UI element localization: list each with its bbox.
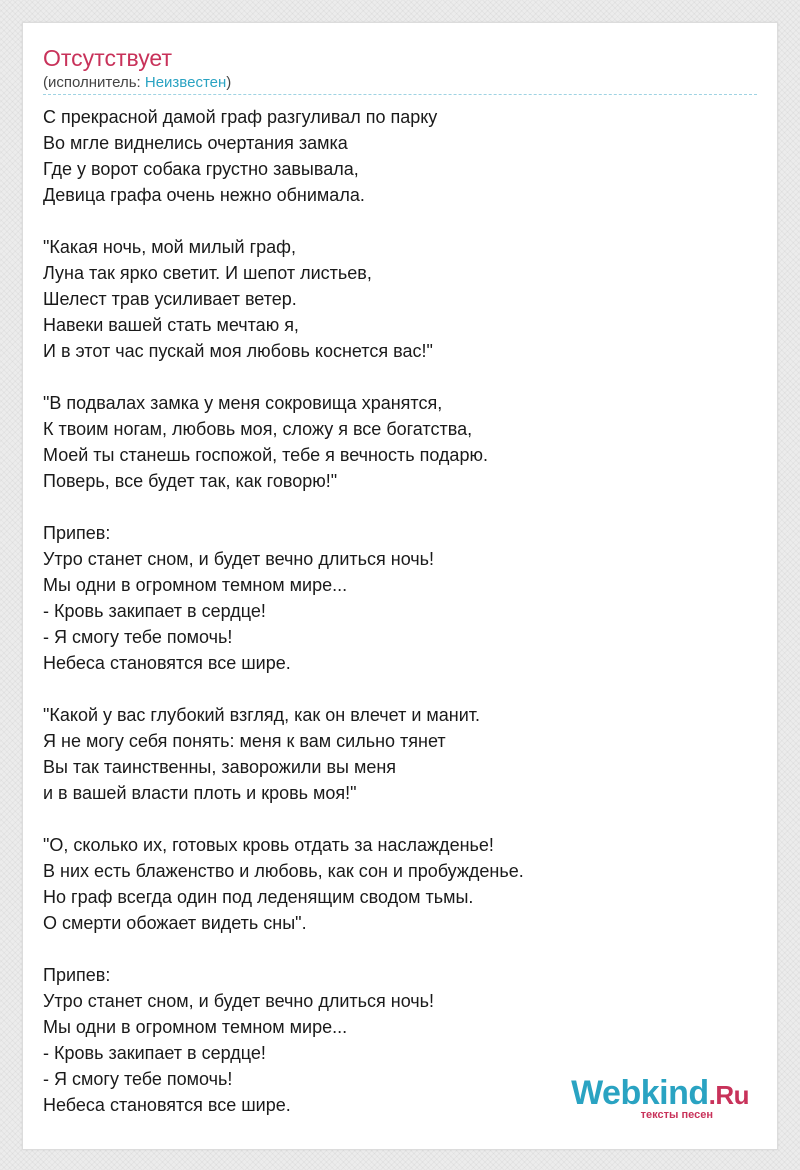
lyric-line: В них есть блаженство и любовь, как сон и пробужденье. xyxy=(43,861,524,881)
lyric-line: Шелест трав усиливает ветер. xyxy=(43,289,297,309)
lyric-line: Но граф всегда один под леденящим сводом тьмы. xyxy=(43,887,474,907)
lyric-line: Мы одни в огромном темном мире... xyxy=(43,1017,348,1037)
brand-tld: .Ru xyxy=(708,1080,749,1110)
artist-suffix: ) xyxy=(226,74,232,91)
lyric-line: - Я смогу тебе помочь! xyxy=(43,1069,233,1089)
lyric-line: Утро станет сном, и будет вечно длиться ночь! xyxy=(43,991,435,1011)
lyric-line: Припев: xyxy=(43,523,111,543)
lyric-line: С прекрасной дамой граф разгуливал по парку xyxy=(43,107,438,127)
lyric-line: Я не могу себя понять: меня к вам сильно тянет xyxy=(43,731,446,751)
lyric-line: и в вашей власти плоть и кровь моя!" xyxy=(43,783,357,803)
stanza xyxy=(43,832,759,936)
lyric-line: Мы одни в огромном темном мире... xyxy=(43,575,348,595)
song-title: Отсутствует xyxy=(43,45,172,71)
lyric-line: "В подвалах замка у меня сокровища хранятся, xyxy=(43,393,443,413)
stanza xyxy=(43,702,759,806)
lyric-line: Луна так ярко светит. И шепот листьев, xyxy=(43,263,372,283)
stanza xyxy=(43,104,759,208)
lyric-line: Утро станет сном, и будет вечно длиться ночь! xyxy=(43,549,435,569)
stanza xyxy=(43,234,759,364)
brand-logo xyxy=(549,1073,749,1123)
artist-link[interactable]: Неизвестен xyxy=(144,74,227,91)
brand-name: Webkind xyxy=(571,1074,709,1112)
lyric-line: И в этот час пускай моя любовь коснется вас!" xyxy=(43,341,433,361)
lyric-line: "Какой у вас глубокий взгляд, как он влечет и манит. xyxy=(43,705,481,725)
lyric-line: Вы так таинственны, заворожили вы меня xyxy=(43,757,397,777)
lyric-line: Где у ворот собака грустно завывала, xyxy=(43,159,359,179)
lyric-line: О смерти обожает видеть сны". xyxy=(43,913,307,933)
lyric-line: - Я смогу тебе помочь! xyxy=(43,627,233,647)
lyric-line: "О, сколько их, готовых кровь отдать за наслажденье! xyxy=(43,835,494,855)
lyrics-card xyxy=(22,22,778,1150)
stanza xyxy=(43,520,759,676)
lyric-line: Во мгле виднелись очертания замка xyxy=(43,133,348,153)
lyric-line: Навеки вашей стать мечтаю я, xyxy=(43,315,299,335)
lyrics-text xyxy=(43,104,759,1144)
lyric-line: К твоим ногам, любовь моя, сложу я все богатства, xyxy=(43,419,473,439)
lyric-line: Небеса становятся все шире. xyxy=(43,653,291,673)
lyric-line: Девица графа очень нежно обнимала. xyxy=(43,185,365,205)
lyric-line: - Кровь закипает в сердце! xyxy=(43,601,266,621)
lyric-line: "Какая ночь, мой милый граф, xyxy=(43,237,296,257)
lyric-line: Поверь, все будет так, как говорю!" xyxy=(43,471,338,491)
lyric-line: Небеса становятся все шире. xyxy=(43,1095,291,1115)
brand-tagline: тексты песен xyxy=(640,1109,713,1121)
dashed-divider xyxy=(43,94,757,95)
stanza xyxy=(43,390,759,494)
artist-prefix: (исполнитель: xyxy=(43,74,145,91)
lyric-line: Припев: xyxy=(43,965,111,985)
lyric-line: Моей ты станешь госпожой, тебе я вечность подарю. xyxy=(43,445,488,465)
artist-line xyxy=(43,73,231,93)
lyric-line: - Кровь закипает в сердце! xyxy=(43,1043,266,1063)
